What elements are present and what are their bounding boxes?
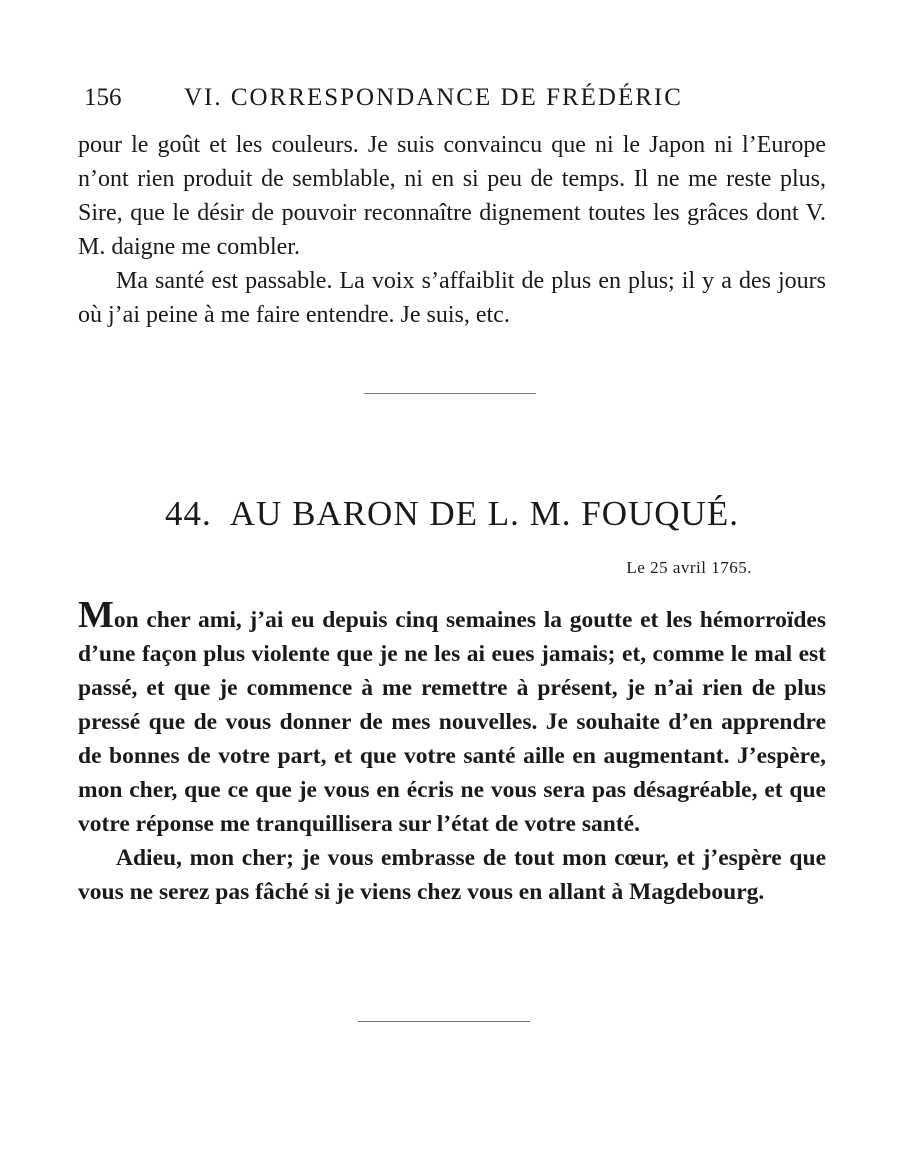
paragraph: pour le goût et les couleurs. Je suis convaincu que ni le Japon ni l’Europe n’ont rien produit de semblable, ni en si peu de temps. Il ne me reste plus, Sire, que le désir de pouvoir reconnaître dignement toutes les grâces dont V. M. daigne me combler. (78, 132, 826, 260)
drop-cap: M (78, 594, 114, 636)
running-title: VI. CORRESPONDANCE DE FRÉDÉRIC (184, 84, 683, 111)
book-page (78, 0, 826, 1157)
paragraph: Ma santé est passable. La voix s’affaiblit de plus en plus; il y a des jours où j’ai peine à me faire entendre. Je suis, etc. (78, 268, 826, 328)
paragraph: Adieu, mon cher; je vous embrasse de tout mon cœur, et j’espère que vous ne serez pas fâché si je viens chez vous en allant à Magdebourg. (78, 845, 826, 905)
running-head (84, 84, 826, 112)
page-number: 156 (84, 84, 122, 111)
letter-number: 44. (165, 494, 212, 533)
letter-heading (78, 494, 826, 534)
continued-letter-text (78, 128, 826, 332)
section-divider (364, 393, 536, 394)
paragraph-text: on cher ami, j’ai eu depuis cinq semaines la goutte et les hémorroïdes d’une façon plus violente que je ne les ai eues jamais; et, comme le mal est passé, et que je commence à me remettre à présent, je n’ai rien de plus pressé que de vous donner de mes nouvelles. Je souhaite d’en apprendre de bonnes de votre part, et que votre santé aille en augmentant. J’espère, mon cher, que ce que je vous en écris ne vous sera pas désagréable, et que votre réponse me tranquillisera sur l’état de votre santé. (78, 607, 826, 837)
letter-body (78, 594, 826, 909)
section-divider (358, 1021, 530, 1022)
letter-recipient: AU BARON DE L. M. FOUQUÉ. (229, 494, 739, 533)
paragraph (78, 594, 826, 841)
letter-dateline: Le 25 avril 1765. (626, 558, 752, 577)
